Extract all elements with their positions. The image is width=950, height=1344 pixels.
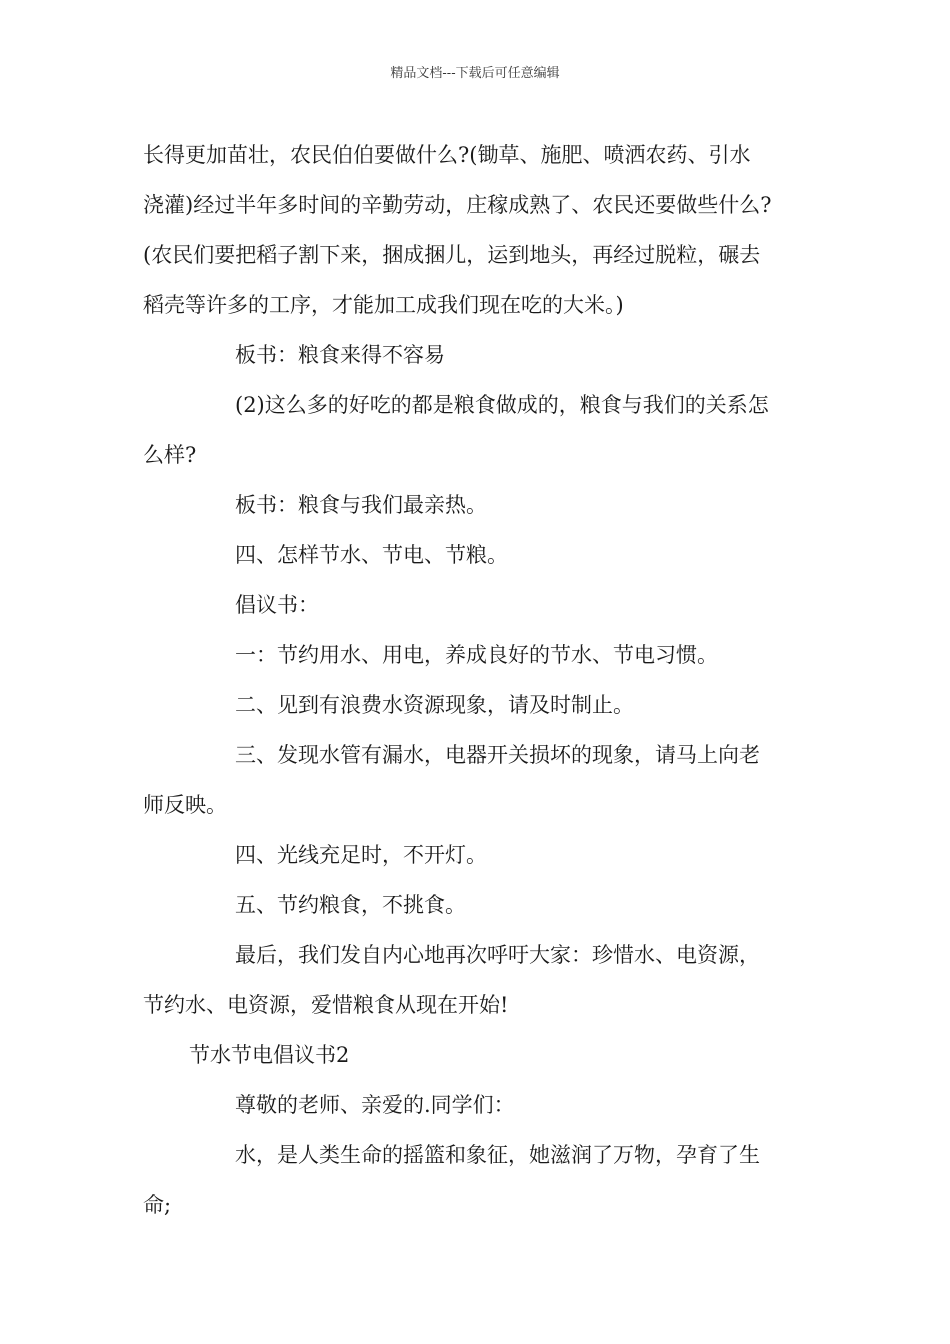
text-line: 水，是人类生命的摇篮和象征，她滋润了万物，孕育了生	[235, 1143, 760, 1167]
text-line: 最后，我们发自内心地再次呼吁大家：珍惜水、电资源，	[235, 943, 760, 967]
text-line: 五、节约粮食，不挑食。	[235, 893, 466, 917]
text-line: 倡议书：	[235, 593, 319, 617]
text-line: 四、怎样节水、节电、节粮。	[235, 543, 508, 567]
text-line: 四、光线充足时，不开灯。	[235, 843, 487, 867]
section-heading: 节水节电倡议书2	[189, 1043, 350, 1067]
text-line: 命;	[143, 1193, 172, 1217]
text-line: 浇灌)经过半年多时间的辛勤劳动，庄稼成熟了、农民还要做些什么?	[143, 193, 772, 217]
text-line: (2)这么多的好吃的都是粮食做成的，粮食与我们的关系怎	[235, 393, 769, 417]
text-line: 三、发现水管有漏水，电器开关损坏的现象，请马上向老	[235, 743, 760, 767]
text-line: 二、见到有浪费水资源现象，请及时制止。	[235, 693, 634, 717]
text-line: 板书：粮食与我们最亲热。	[235, 493, 487, 517]
text-line: 尊敬的老师、亲爱的.同学们：	[235, 1093, 515, 1117]
text-line: 一：节约用水、用电，养成良好的节水、节电习惯。	[235, 643, 718, 667]
text-line: 师反映。	[143, 793, 227, 817]
text-line: 板书：粮食来得不容易	[235, 343, 445, 367]
text-line: 节约水、电资源，爱惜粮食从现在开始!	[143, 993, 509, 1017]
text-line: 长得更加苗壮，农民伯伯要做什么?(锄草、施肥、喷洒农药、引水	[143, 143, 751, 167]
document-body	[143, 130, 813, 1230]
text-line: 么样?	[143, 443, 197, 467]
text-line: (农民们要把稻子割下来，捆成捆儿，运到地头，再经过脱粒，碾去	[143, 243, 761, 267]
text-line: 稻壳等许多的工序，才能加工成我们现在吃的大米。)	[143, 293, 624, 317]
page-header: 精品文档---下载后可任意编辑	[390, 66, 560, 81]
